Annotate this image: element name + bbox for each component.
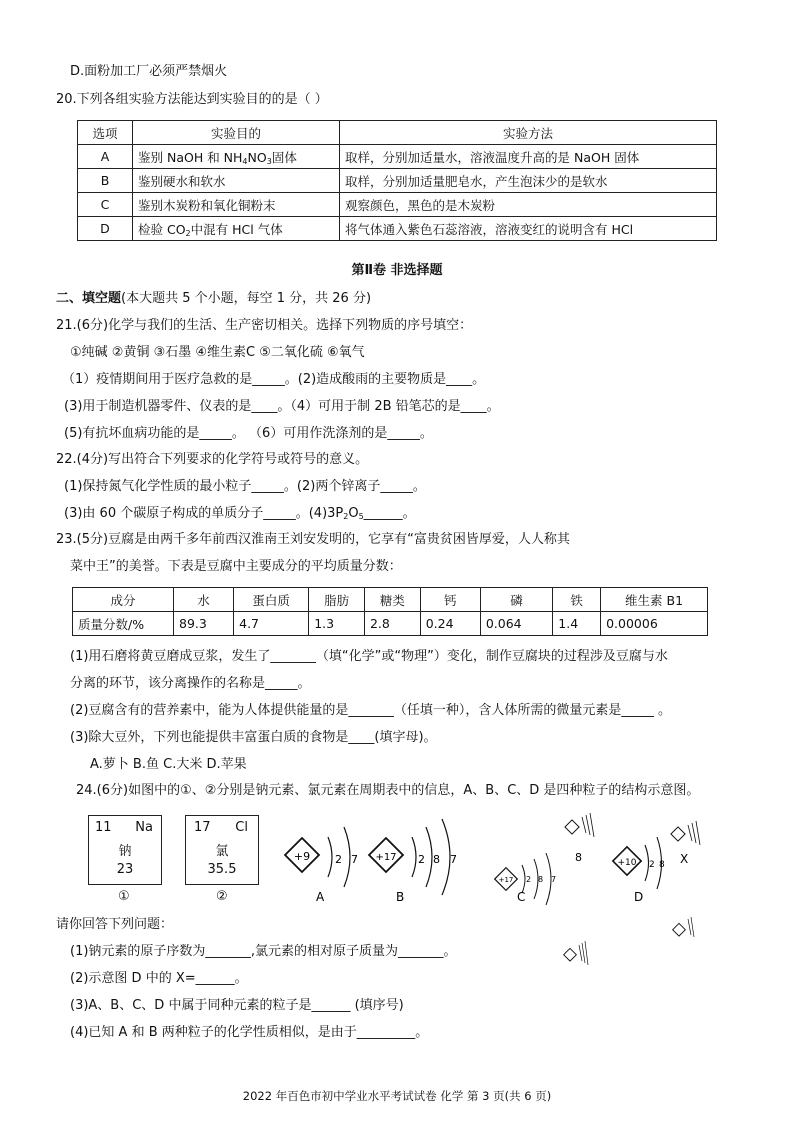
q22-line2	[64, 505, 416, 526]
q21-line1: （1）疫情期间用于医疗急救的是_____。(2)造成酸雨的主要物质是____。	[62, 372, 486, 387]
figure-index: ②	[216, 889, 228, 904]
atomic-mass: 35.5	[207, 862, 237, 877]
atomic-mass: 23	[116, 862, 134, 877]
particle-d-diagram	[613, 821, 700, 904]
table-row	[78, 217, 717, 241]
subscript: 3	[266, 156, 272, 166]
electron-count: 2	[335, 853, 342, 866]
diagram-label: A	[316, 890, 325, 904]
table-cell: 4.7	[234, 612, 309, 636]
q22-stem: 22.(4分)写出符合下列要求的化学符号或符号的意义。	[56, 452, 369, 467]
diagram-label: B	[396, 890, 405, 904]
diagram-label: C	[517, 890, 526, 904]
q24-stem: 24.(6分)如图中的①、②分别是钠元素、氯元素在周期表中的信息，A、B、C、D 是四种粒子的结构示意图。	[76, 783, 700, 798]
q23-line1: (1)用石磨将黄豆磨成豆浆，发生了_______（填“化学”或“物理”）变化，制作豆腐块的过程涉及豆腐与水	[70, 649, 668, 664]
stray-diagram-fragment	[565, 813, 594, 864]
diagram-label: D	[634, 890, 644, 904]
table-cell: 1.3	[309, 612, 365, 636]
table-header: 选项	[78, 121, 133, 145]
table-cell: 取样，分别加适量水，溶液温度升高的是 NaOH 固体	[340, 145, 717, 169]
nucleus-charge: +9	[293, 850, 311, 863]
table-cell: D	[78, 217, 133, 241]
q20-stem: 20.下列各组实验方法能达到实验目的的是（ ）	[56, 92, 328, 107]
table-row	[78, 145, 717, 169]
q21-stem: 21.(6分)化学与我们的生活、生产密切相关。选择下列物质的序号填空：	[56, 318, 473, 333]
table-cell: A	[78, 145, 133, 169]
table-cell: 取样，分别加适量肥皂水，产生泡沫少的是软水	[340, 169, 717, 193]
table-row	[78, 121, 717, 145]
figure-index: ①	[118, 889, 130, 904]
q24-line3: (3)A、B、C、D 中属于同种元素的粒子是______ (填序号)	[70, 998, 404, 1013]
q24-line1: (1)钠元素的原子序数为_______,氯元素的相对原子质量为_______。	[70, 944, 457, 959]
page-footer: 2022 年百色市初中学业水平考试试卷 化学 第 3 页(共 6 页)	[242, 1089, 552, 1103]
table-header: 维生素 B1	[601, 588, 708, 612]
q19-option-d: D.面粉加工厂必须严禁烟火	[70, 64, 228, 79]
subscript: 2	[343, 512, 349, 521]
table-cell	[133, 217, 340, 241]
table-header: 糖类	[364, 588, 420, 612]
nucleus-charge: +17	[498, 876, 514, 884]
table-cell: 1.4	[553, 612, 601, 636]
table-cell: 0.00006	[601, 612, 708, 636]
particle-a-diagram	[285, 827, 358, 904]
q23-line3: (2)豆腐含有的营养素中，能为人体提供能量的是_______（任填一种），含人体所需的微量元素是_____ 。	[70, 703, 672, 718]
q23-table	[72, 587, 708, 636]
element-name: 钠	[118, 844, 132, 859]
table-cell: B	[78, 169, 133, 193]
electron-count: 2	[526, 875, 532, 884]
table-cell	[133, 145, 340, 169]
table-cell: 2.8	[364, 612, 420, 636]
table-row	[78, 193, 717, 217]
particle-b-diagram	[369, 819, 457, 904]
section2-heading-rest: (本大题共 5 个小题，每空 1 分，共 26 分)	[121, 291, 372, 306]
section2-heading	[56, 290, 371, 308]
atomic-number: 11	[95, 820, 112, 835]
formula-part: NO	[247, 149, 267, 165]
electron-count: 2	[418, 853, 425, 866]
stray-digit: 8	[575, 851, 582, 864]
q24-line2: (2)示意图 D 中的 X=______。	[70, 971, 248, 986]
table-header: 铁	[553, 588, 601, 612]
q21-options: ①纯碱 ②黄铜 ③石墨 ④维生素C ⑤二氧化硫 ⑥氧气	[70, 345, 365, 360]
table-cell: 0.064	[480, 612, 552, 636]
table-header: 水	[174, 588, 234, 612]
element-symbol: Na	[135, 820, 153, 835]
subscript: 2	[185, 228, 191, 238]
table-header: 脂肪	[309, 588, 365, 612]
electron-count: 8	[538, 875, 544, 884]
table-header: 成分	[73, 588, 174, 612]
table-cell: 将气体通入紫色石蕊溶液，溶液变红的说明含有 HCl	[340, 217, 717, 241]
particle-c-diagram	[495, 853, 556, 905]
table-cell: 质量分数/%	[73, 612, 174, 636]
nucleus-charge: +17	[375, 852, 397, 863]
table-header: 实验目的	[133, 121, 340, 145]
sodium-periodic-cell	[88, 815, 162, 885]
subscript: 4	[242, 156, 248, 166]
electron-count: 2	[649, 860, 655, 870]
formula-part: 鉴别 NaOH 和 NH	[138, 149, 243, 165]
part2-title: 第Ⅱ卷 非选择题	[351, 263, 443, 278]
text-part: (3)由 60 个碳原子构成的单质分子_____。(4)3P	[64, 506, 344, 521]
q23-line4: (3)除大豆外，下列也能提供丰富蛋白质的食物是____(填字母)。	[70, 730, 437, 745]
q23-options: A.萝卜 B.鱼 C.大米 D.苹果	[90, 757, 247, 772]
formula-part: 中混有 HCl 气体	[190, 221, 283, 237]
table-cell: 观察颜色，黑色的是木炭粉	[340, 193, 717, 217]
table-row	[73, 612, 708, 636]
table-header: 磷	[480, 588, 552, 612]
q24-line4: (4)已知 A 和 B 两种粒子的化学性质相似，是由于_________。	[70, 1025, 429, 1040]
q21-line2: (3)用于制造机器零件、仪表的是____。（4）可用于制 2B 铅笔芯的是____。	[64, 399, 500, 414]
subscript: 5	[358, 512, 364, 521]
electron-count: 8	[659, 860, 665, 870]
formula-part: 固体	[271, 149, 297, 165]
electron-count: 7	[551, 875, 557, 884]
element-name: 氯	[215, 844, 229, 859]
table-header: 实验方法	[340, 121, 717, 145]
q23-line2: 分离的环节，该分离操作的名称是_____。	[70, 676, 311, 691]
q24-prompt: 请你回答下列问题：	[56, 917, 174, 932]
stray-diagram-fragment	[564, 917, 694, 965]
q23-stem-line2: 菜中王”的美誉。下表是豆腐中主要成分的平均质量分数：	[70, 559, 402, 574]
text-part: O	[348, 506, 359, 521]
nucleus-charge: +10	[617, 858, 637, 868]
table-cell: 鉴别硬水和软水	[133, 169, 340, 193]
element-symbol: Cl	[235, 820, 248, 835]
section2-heading-bold: 二、填空题	[56, 291, 122, 306]
unknown-x-label: X	[680, 852, 689, 866]
table-header: 蛋白质	[234, 588, 309, 612]
electron-count: 8	[433, 853, 440, 866]
table-cell: 鉴别木炭粉和氧化铜粉末	[133, 193, 340, 217]
q20-table	[77, 120, 717, 241]
text-part: ______。	[363, 506, 416, 521]
table-cell: 0.24	[420, 612, 480, 636]
electron-count: 7	[351, 853, 358, 866]
q23-stem-line1: 23.(5分)豆腐是由两千多年前西汉淮南王刘安发明的，它享有“富贵贫困皆厚爱，人人称其	[56, 532, 570, 547]
table-row	[73, 588, 708, 612]
table-header: 钙	[420, 588, 480, 612]
atomic-number: 17	[194, 820, 211, 835]
formula-part: 检验 CO	[138, 221, 186, 237]
q22-line1: (1)保持氮气化学性质的最小粒子_____。(2)两个锌离子_____。	[64, 479, 426, 494]
electron-count: 7	[450, 853, 457, 866]
chlorine-periodic-cell	[185, 815, 259, 885]
table-cell: 89.3	[174, 612, 234, 636]
table-cell: C	[78, 193, 133, 217]
table-row	[78, 169, 717, 193]
q21-line3: (5)有抗坏血病功能的是_____。 （6）可用作洗涤剂的是_____。	[64, 426, 433, 441]
